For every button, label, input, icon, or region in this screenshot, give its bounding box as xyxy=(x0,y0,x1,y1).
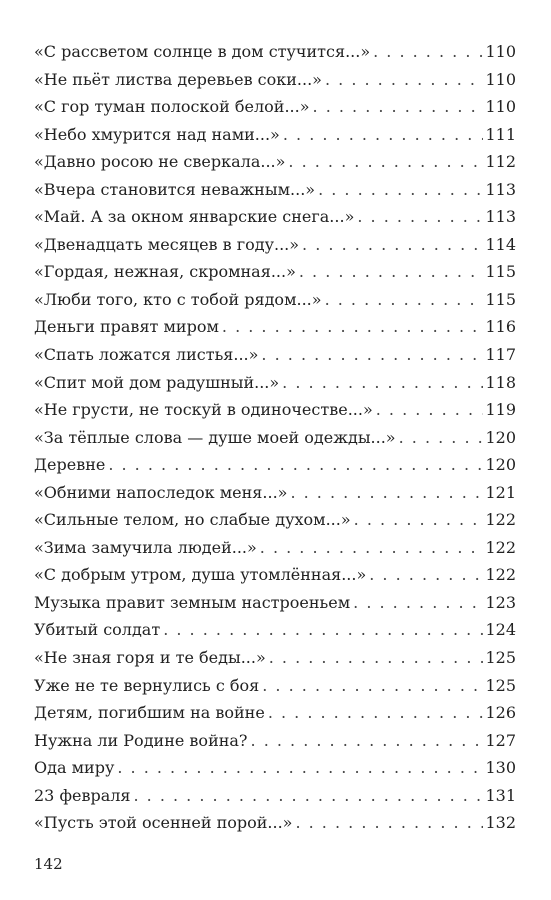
toc-dot-leader xyxy=(369,561,483,589)
toc-entry-page: 112 xyxy=(485,152,516,172)
toc-dot-leader xyxy=(353,589,483,617)
toc-dot-leader xyxy=(261,341,483,369)
toc-dot-leader xyxy=(108,451,483,479)
toc-dot-leader xyxy=(288,148,483,176)
toc-entry-page: 110 xyxy=(485,97,516,117)
toc-entry-page: 120 xyxy=(485,455,516,475)
toc-entry-page: 121 xyxy=(485,482,516,502)
toc-entry-page: 111 xyxy=(485,124,516,144)
toc-dot-leader xyxy=(302,231,483,259)
toc-dot-leader xyxy=(282,369,483,397)
toc-dot-leader xyxy=(313,93,484,121)
toc-entry xyxy=(34,754,516,782)
toc-entry-title: «Сильные телом, но слабые духом...» xyxy=(34,510,351,530)
toc-dot-leader xyxy=(354,506,484,534)
toc-entry xyxy=(34,231,516,259)
toc-entry xyxy=(34,589,516,617)
toc-entry xyxy=(34,176,516,204)
toc-entry-title: «За тёплые слова — душе моей одежды...» xyxy=(34,427,396,447)
toc-entry xyxy=(34,369,516,397)
toc-dot-leader xyxy=(222,313,484,341)
toc-entry-title: «Спать ложатся листья...» xyxy=(34,345,259,365)
toc-entry-title: «Люби того, кто с тобой рядом...» xyxy=(34,289,322,309)
toc-dot-leader xyxy=(295,809,483,837)
toc-dot-leader xyxy=(299,258,484,286)
toc-entry-page: 122 xyxy=(485,537,516,557)
toc-entry xyxy=(34,616,516,644)
toc-entry-title: Детям, погибшим на войне xyxy=(34,703,265,723)
toc-entry-title: «Не зная горя и те беды...» xyxy=(34,648,266,668)
toc-entry-page: 116 xyxy=(485,317,516,337)
toc-entry-page: 120 xyxy=(485,427,516,447)
toc-entry-title: «С рассветом солнце в дом стучится...» xyxy=(34,42,371,61)
toc-entry xyxy=(34,203,516,231)
toc-entry xyxy=(34,534,516,562)
toc-entry xyxy=(34,561,516,589)
toc-entry-page: 113 xyxy=(485,207,516,227)
toc-dot-leader xyxy=(262,672,483,700)
toc-dot-leader xyxy=(318,176,483,204)
toc-entry-page: 131 xyxy=(485,785,516,805)
toc-entry-page: 110 xyxy=(485,42,516,61)
toc-entry-title: Музыка правит земным настроеньем xyxy=(34,592,351,612)
toc-dot-leader xyxy=(399,424,484,452)
toc-dot-leader xyxy=(376,396,484,424)
toc-entry xyxy=(34,286,516,314)
toc-entry-title: Убитый солдат xyxy=(34,620,161,640)
toc-entry-title: «Небо хмурится над нами...» xyxy=(34,124,280,144)
toc-entry xyxy=(34,148,516,176)
toc-entry-title: «Двенадцать месяцев в году...» xyxy=(34,234,300,254)
toc-entry-title: 23 февраля xyxy=(34,785,131,805)
toc-entry-title: «С добрым утром, душа утомлённая...» xyxy=(34,565,367,585)
toc-entry-page: 122 xyxy=(485,510,516,530)
toc-entry-title: «Не грусти, не тоскуй в одиночестве...» xyxy=(34,400,373,420)
toc-dot-leader xyxy=(163,616,483,644)
toc-entry-page: 110 xyxy=(485,69,516,89)
toc-dot-leader xyxy=(133,782,483,810)
toc-entry xyxy=(34,38,516,66)
toc-entry xyxy=(34,809,516,837)
toc-entry xyxy=(34,313,516,341)
toc-entry xyxy=(34,782,516,810)
toc-entry-page: 113 xyxy=(485,179,516,199)
toc-entry-page: 125 xyxy=(485,648,516,668)
toc-entry-page: 126 xyxy=(485,703,516,723)
toc-dot-leader xyxy=(357,203,483,231)
toc-entry-page: 114 xyxy=(485,234,516,254)
toc-dot-leader xyxy=(373,38,483,66)
toc-entry-page: 123 xyxy=(485,592,516,612)
toc-entry-title: «Вчера становится неважным...» xyxy=(34,179,316,199)
toc-entry-title: «Обними напоследок меня...» xyxy=(34,482,288,502)
toc-dot-leader xyxy=(283,121,484,149)
toc-dot-leader xyxy=(325,66,483,94)
toc-entry-page: 124 xyxy=(485,620,516,640)
toc-dot-leader xyxy=(290,479,483,507)
toc-dot-leader xyxy=(260,534,484,562)
toc-entry xyxy=(34,699,516,727)
toc-entry-title: «Зима замучила людей...» xyxy=(34,537,257,557)
toc-entry-page: 117 xyxy=(485,345,516,365)
toc-entry xyxy=(34,93,516,121)
toc-entry-page: 127 xyxy=(485,730,516,750)
toc-entry-title: Нужна ли Родине война? xyxy=(34,730,248,750)
toc-entry-title: «Пусть этой осенней порой...» xyxy=(34,813,293,833)
toc-entry-title: Уже не те вернулись с боя xyxy=(34,675,260,695)
page-number: 142 xyxy=(34,855,63,873)
toc-entry-title: «Давно росою не сверкала...» xyxy=(34,152,286,172)
toc-entry-title: «Гордая, нежная, скромная...» xyxy=(34,262,296,282)
toc-entry-page: 119 xyxy=(485,400,516,420)
toc-entry xyxy=(34,451,516,479)
toc-entry-page: 115 xyxy=(485,289,516,309)
toc-entry-page: 130 xyxy=(485,758,516,778)
toc-entry-title: «Спит мой дом радушный...» xyxy=(34,372,280,392)
toc-entry-page: 115 xyxy=(485,262,516,282)
toc-entry-title: «Не пьёт листва деревьев соки...» xyxy=(34,69,322,89)
toc-entry xyxy=(34,424,516,452)
toc-dot-leader xyxy=(325,286,484,314)
toc-dot-leader xyxy=(117,754,483,782)
toc-entry-page: 122 xyxy=(485,565,516,585)
toc-entry-page: 125 xyxy=(485,675,516,695)
toc-entry-title: Деревне xyxy=(34,455,106,475)
toc-dot-leader xyxy=(268,699,484,727)
toc-entry xyxy=(34,66,516,94)
toc-dot-leader xyxy=(269,644,484,672)
toc-entry-page: 132 xyxy=(485,813,516,833)
toc-entry-title: «Май. А за окном январские снега...» xyxy=(34,207,355,227)
toc-entry-title: Ода миру xyxy=(34,758,115,778)
toc-entry xyxy=(34,672,516,700)
toc-dot-leader xyxy=(251,727,484,755)
toc-entry xyxy=(34,506,516,534)
toc-entry xyxy=(34,644,516,672)
toc-entry xyxy=(34,258,516,286)
toc-entry xyxy=(34,121,516,149)
toc-entry-title: Деньги правят миром xyxy=(34,317,219,337)
toc-entry xyxy=(34,727,516,755)
toc-entry xyxy=(34,479,516,507)
toc-entry xyxy=(34,396,516,424)
toc-entry xyxy=(34,341,516,369)
table-of-contents xyxy=(34,38,516,837)
toc-entry-page: 118 xyxy=(485,372,516,392)
toc-entry-title: «С гор туман полоской белой...» xyxy=(34,97,310,117)
